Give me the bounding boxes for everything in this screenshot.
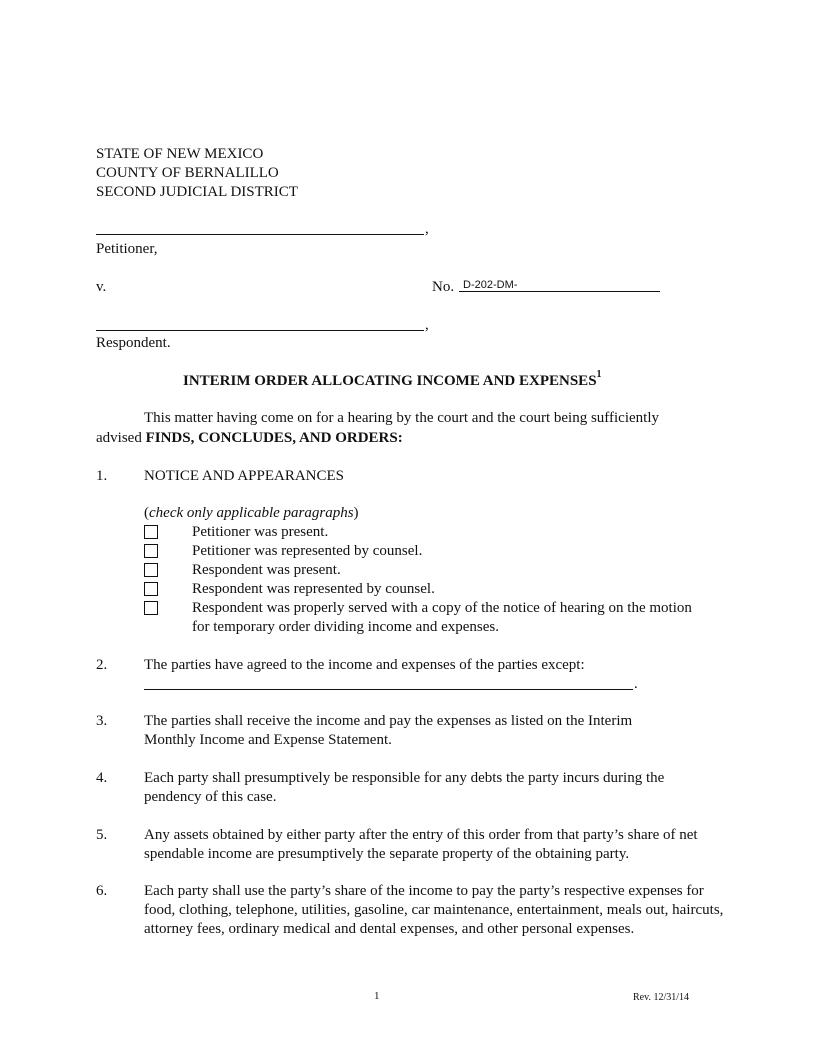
checkbox-label: Respondent was present.	[192, 562, 341, 578]
intro-text: This matter having come on for a hearing by the court and the court being sufficiently	[144, 410, 659, 426]
section-1-number: 1.	[96, 468, 108, 484]
case-number-label: No.	[432, 279, 455, 295]
petitioner-comma: ,	[425, 221, 429, 237]
section-3-number: 3.	[96, 713, 108, 729]
district-name: SECOND JUDICIAL DISTRICT	[96, 184, 298, 200]
section-5-number: 5.	[96, 827, 108, 843]
checkbox-label: Respondent was represented by counsel.	[192, 581, 435, 597]
checkbox-respondent-counsel[interactable]	[144, 582, 158, 596]
case-number-prefix: D-202-DM-	[463, 279, 518, 291]
intro-findings: FINDS, CONCLUDES, AND ORDERS:	[145, 430, 403, 446]
document-title-text: INTERIM ORDER ALLOCATING INCOME AND EXPENSES	[183, 373, 597, 389]
county-name: COUNTY OF BERNALILLO	[96, 165, 279, 181]
section-1-heading: NOTICE AND APPEARANCES	[144, 468, 345, 484]
checklist-instruction	[144, 504, 359, 523]
footnote-marker: 1	[596, 369, 602, 380]
respondent-comma: ,	[425, 317, 429, 333]
court-caption	[96, 145, 298, 202]
intro-line-2	[96, 429, 403, 448]
checkbox-label: Respondent was properly served with a copy of the notice of hearing on the motion for temporary order dividing income and expenses.	[192, 600, 692, 635]
checkbox-petitioner-present[interactable]	[144, 525, 158, 539]
petitioner-name-line[interactable]	[96, 234, 424, 235]
checkbox-label: Petitioner was present.	[192, 524, 329, 540]
versus-label: v.	[96, 279, 107, 295]
page-number: 1	[374, 990, 380, 1002]
state-name: STATE OF NEW MEXICO	[96, 146, 264, 162]
respondent-label: Respondent.	[96, 335, 171, 351]
section-3-text: The parties shall receive the income and pay the expenses as listed on the Interim Monthly Income and Expense Statement.	[144, 713, 633, 748]
section-6-number: 6.	[96, 883, 108, 899]
checkbox-respondent-present[interactable]	[144, 563, 158, 577]
section-6-text: Each party shall use the party’s share of the income to pay the party’s respective expenses for food, clothing, telephone, utilities, gasoline, car maintenance, entertainment, meals out, haircuts, attorney fees, ordinary medical and dental expenses, and other personal expenses.	[144, 883, 724, 937]
document-title	[183, 369, 602, 391]
checkbox-label: Petitioner was represented by counsel.	[192, 543, 423, 559]
instruction-text: check only applicable paragraphs	[149, 505, 354, 521]
intro-advised: advised	[96, 430, 142, 446]
section-2-text: The parties have agreed to the income and expenses of the parties except:	[144, 657, 585, 673]
checkbox-petitioner-counsel[interactable]	[144, 544, 158, 558]
respondent-name-line[interactable]	[96, 330, 424, 331]
petitioner-label: Petitioner,	[96, 241, 158, 257]
instruction-close-paren: )	[353, 505, 359, 521]
section-4-text: Each party shall presumptively be responsible for any debts the party incurs during the pendency of this case.	[144, 770, 665, 805]
checkbox-respondent-served[interactable]	[144, 601, 158, 615]
revision-date: Rev. 12/31/14	[633, 992, 690, 1003]
section-5-text: Any assets obtained by either party after the entry of this order from that party’s share of net spendable income are presumptively the separate property of the obtaining party.	[144, 827, 698, 862]
instruction-open-paren: (	[144, 505, 149, 521]
section-4-number: 4.	[96, 770, 108, 786]
section-2-period: .	[634, 676, 638, 692]
section-2-number: 2.	[96, 657, 108, 673]
exceptions-field[interactable]	[144, 689, 633, 690]
